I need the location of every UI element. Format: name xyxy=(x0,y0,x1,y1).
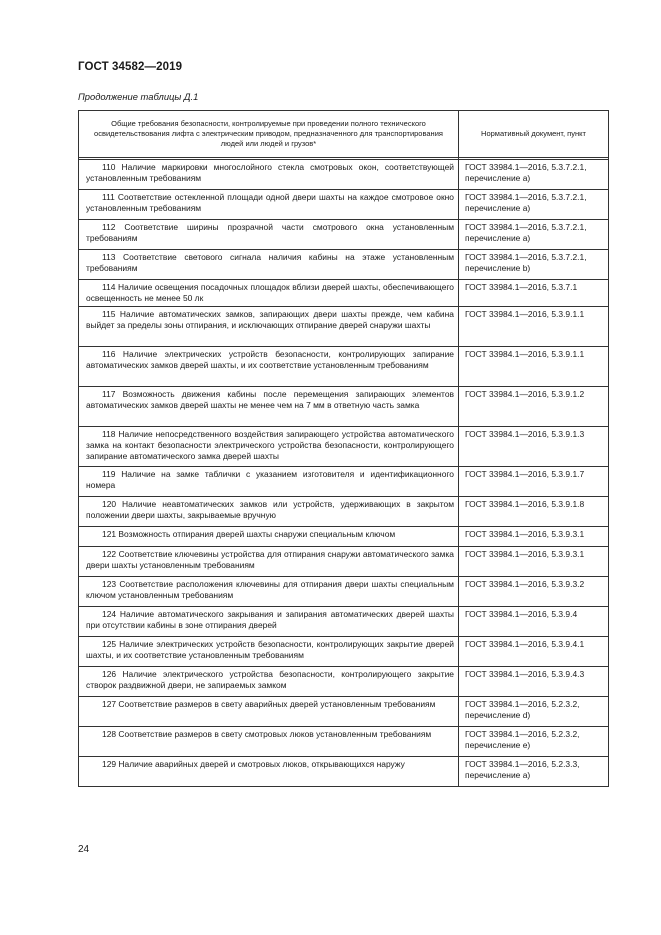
requirement-cell: 127 Соответствие размеров в свету аварийных дверей установленным требованиям xyxy=(79,697,459,727)
table-row xyxy=(79,697,609,727)
normative-reference-cell: ГОСТ 33984.1—2016, 5.3.9.1.8 xyxy=(459,497,609,527)
normative-reference-cell: ГОСТ 33984.1—2016, 5.2.3.3, перечисление а) xyxy=(459,757,609,787)
normative-reference-cell: ГОСТ 33984.1—2016, 5.3.7.1 xyxy=(459,280,609,307)
requirements-table xyxy=(78,110,609,787)
normative-reference-cell: ГОСТ 33984.1—2016, 5.3.7.2.1, перечисление а) xyxy=(459,160,609,190)
table-row xyxy=(79,497,609,527)
table-row xyxy=(79,667,609,697)
requirement-cell: 128 Соответствие размеров в свету смотровых люков установленным требованиям xyxy=(79,727,459,757)
normative-reference-cell: ГОСТ 33984.1—2016, 5.3.9.4.3 xyxy=(459,667,609,697)
table-caption: Продолжение таблицы Д.1 xyxy=(78,91,199,102)
normative-reference-cell: ГОСТ 33984.1—2016, 5.3.7.2.1, перечисление b) xyxy=(459,250,609,280)
normative-reference-cell: ГОСТ 33984.1—2016, 5.3.9.1.2 xyxy=(459,387,609,427)
requirement-cell: 119 Наличие на замке таблички с указанием изготовителя и идентификационного номера xyxy=(79,467,459,497)
table-row xyxy=(79,427,609,467)
normative-reference-cell: ГОСТ 33984.1—2016, 5.3.7.2.1, перечисление а) xyxy=(459,190,609,220)
table-row xyxy=(79,577,609,607)
normative-reference-cell: ГОСТ 33984.1—2016, 5.3.9.3.1 xyxy=(459,527,609,547)
page-number: 24 xyxy=(78,844,90,855)
requirement-cell: 117 Возможность движения кабины после перемещения запирающих элементов автоматических замков дверей шахты не менее чем на 7 мм в ответную часть замка xyxy=(79,387,459,427)
requirement-cell: 118 Наличие непосредственного воздействия запирающего устройства автоматического замка на контакт безопасности электрического устройства безопасности, контролирующего запирание автоматического замка дверей шахты xyxy=(79,427,459,467)
requirement-cell: 129 Наличие аварийных дверей и смотровых люков, открывающихся наружу xyxy=(79,757,459,787)
table-row xyxy=(79,280,609,307)
table-body xyxy=(79,160,609,787)
table-header-row xyxy=(79,111,609,158)
table-row xyxy=(79,727,609,757)
normative-reference-cell: ГОСТ 33984.1—2016, 5.2.3.2, перечисление е) xyxy=(459,727,609,757)
requirement-cell: 124 Наличие автоматического закрывания и запирания автоматических дверей шахты при отсутствии кабины в зоне отпирания дверей xyxy=(79,607,459,637)
normative-reference-cell: ГОСТ 33984.1—2016, 5.3.9.4 xyxy=(459,607,609,637)
table-row xyxy=(79,527,609,547)
table-row xyxy=(79,757,609,787)
table-row xyxy=(79,307,609,347)
table-row xyxy=(79,547,609,577)
table-row xyxy=(79,347,609,387)
normative-reference-cell: ГОСТ 33984.1—2016, 5.3.9.1.7 xyxy=(459,467,609,497)
table-row xyxy=(79,387,609,427)
normative-reference-cell: ГОСТ 33984.1—2016, 5.3.9.1.3 xyxy=(459,427,609,467)
table-row xyxy=(79,160,609,190)
requirement-cell: 122 Соответствие ключевины устройства для отпирания снаружи автоматического замка двери шахты установленным требованиям xyxy=(79,547,459,577)
requirement-cell: 125 Наличие электрических устройств безопасности, контролирующих закрытие дверей шахты, и их соответствие установленным требованиям xyxy=(79,637,459,667)
requirement-cell: 126 Наличие электрического устройства безопасности, контролирующего закрытие створок раздвижной двери, не запираемых замком xyxy=(79,667,459,697)
requirement-cell: 123 Соответствие расположения ключевины для отпирания двери шахты специальным ключом установленным требованиям xyxy=(79,577,459,607)
normative-reference-cell: ГОСТ 33984.1—2016, 5.2.3.2, перечисление d) xyxy=(459,697,609,727)
table-row xyxy=(79,607,609,637)
requirement-cell: 112 Соответствие ширины прозрачной части смотрового окна установленным требованиям xyxy=(79,220,459,250)
table-row xyxy=(79,637,609,667)
requirement-cell: 116 Наличие электрических устройств безопасности, контролирующих запирание автоматических замков дверей шахты, и их соответствие установленным требованиям xyxy=(79,347,459,387)
normative-reference-cell: ГОСТ 33984.1—2016, 5.3.9.4.1 xyxy=(459,637,609,667)
requirement-cell: 114 Наличие освещения посадочных площадок вблизи дверей шахты, обеспечивающего освещенность не менее 50 лк xyxy=(79,280,459,307)
requirement-cell: 113 Соответствие светового сигнала наличия кабины на этаже установленным требованиям xyxy=(79,250,459,280)
normative-reference-cell: ГОСТ 33984.1—2016, 5.3.9.3.2 xyxy=(459,577,609,607)
normative-reference-cell: ГОСТ 33984.1—2016, 5.3.9.1.1 xyxy=(459,347,609,387)
requirement-cell: 111 Соответствие остекленной площади одной двери шахты на каждое смотровое окно установленным требованиям xyxy=(79,190,459,220)
requirement-cell: 115 Наличие автоматических замков, запирающих двери шахты прежде, чем кабина выйдет за пределы зоны отпирания, и исключающих отпирание дверей снаружи шахты xyxy=(79,307,459,347)
requirement-cell: 120 Наличие неавтоматических замков или устройств, удерживающих в закрытом положении двери шахты, закрываемые вручную xyxy=(79,497,459,527)
table-row xyxy=(79,190,609,220)
normative-reference-cell: ГОСТ 33984.1—2016, 5.3.9.3.1 xyxy=(459,547,609,577)
table-row xyxy=(79,250,609,280)
requirement-cell: 110 Наличие маркировки многослойного стекла смотровых окон, соответствующей установленным требованиям xyxy=(79,160,459,190)
document-code: ГОСТ 34582—2019 xyxy=(78,61,183,73)
requirement-cell: 121 Возможность отпирания дверей шахты снаружи специальным ключом xyxy=(79,527,459,547)
column-header-normative-document: Нормативный документ, пункт xyxy=(459,111,609,158)
normative-reference-cell: ГОСТ 33984.1—2016, 5.3.9.1.1 xyxy=(459,307,609,347)
table-row xyxy=(79,467,609,497)
column-header-requirements: Общие требования безопасности, контролируемые при проведении полного технического освидетельствования лифта с электрическим приводом, предназначенного для транспортирования людей или людей и грузов* xyxy=(79,111,459,158)
table-row xyxy=(79,220,609,250)
normative-reference-cell: ГОСТ 33984.1—2016, 5.3.7.2.1, перечисление а) xyxy=(459,220,609,250)
